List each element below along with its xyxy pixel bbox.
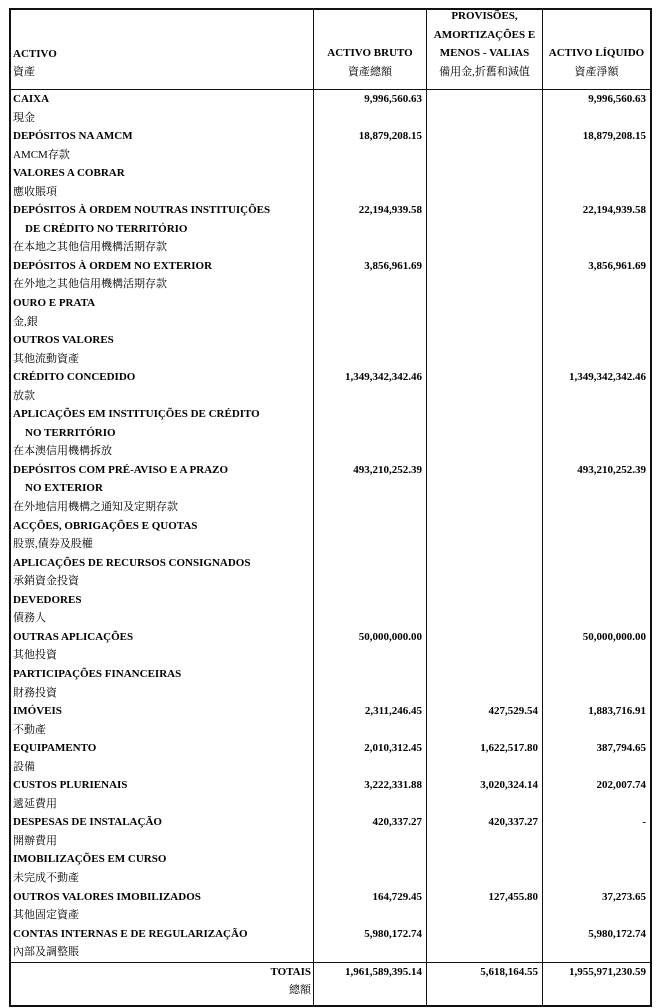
row-label-zh: 不動產	[13, 723, 46, 736]
header-activo-zh: 資產	[13, 66, 35, 78]
row-label-zh: 放款	[13, 389, 35, 402]
table-row	[11, 591, 650, 628]
cell-provisoes	[427, 925, 538, 944]
table-row	[11, 127, 650, 164]
cell-provisoes: 127,455.80	[488, 890, 538, 903]
table-row	[11, 257, 650, 294]
table-row	[11, 850, 650, 887]
cell-provisoes	[427, 257, 538, 276]
cell-activo-bruto: 9,996,560.63	[364, 93, 422, 105]
cell-activo-liquido: 387,794.65	[596, 742, 646, 755]
balance-sheet-table	[9, 8, 652, 1007]
cell-provisoes	[427, 127, 538, 146]
cell-activo-liquido	[543, 164, 646, 183]
cell-provisoes	[427, 591, 538, 610]
row-label-zh: 金,銀	[13, 315, 38, 328]
row-label-zh: 其他固定資產	[13, 909, 79, 922]
row-label: DEPÓSITOS À ORDEM NO EXTERIOR	[13, 259, 213, 272]
table-row	[11, 925, 650, 962]
cell-activo-liquido: 9,996,560.63	[588, 93, 646, 105]
header-provisoes-zh: 備用金,折舊和減值	[439, 66, 530, 78]
row-label: NO EXTERIOR	[25, 482, 103, 495]
totals-label: TOTAIS	[270, 965, 311, 978]
cell-activo-liquido	[543, 331, 646, 350]
cell-provisoes	[427, 665, 538, 684]
cell-activo-liquido	[543, 591, 646, 610]
header-bruto: ACTIVO BRUTO	[327, 47, 413, 60]
cell-activo-bruto	[314, 665, 422, 684]
cell-provisoes	[427, 164, 538, 183]
row-label: PARTICIPAÇÕES FINANCEIRAS	[13, 667, 182, 680]
row-label: OUTRAS APLICAÇÕES	[13, 630, 134, 643]
cell-activo-liquido: 1,883,716.91	[588, 705, 646, 718]
row-label-zh: 現金	[13, 111, 35, 124]
cell-activo-bruto: 18,879,208.15	[358, 130, 422, 143]
table-row	[11, 90, 650, 127]
cell-provisoes	[427, 201, 538, 220]
row-label-zh: 內部及調整賬	[13, 946, 79, 959]
cell-activo-bruto: 420,337.27	[372, 816, 422, 829]
cell-activo-liquido: 3,856,961.69	[588, 259, 646, 272]
row-label: VALORES A COBRAR	[13, 167, 125, 180]
cell-activo-bruto	[314, 331, 422, 350]
table-header	[11, 10, 650, 90]
cell-provisoes	[427, 461, 538, 480]
row-label-zh: 債務人	[13, 612, 46, 625]
cell-provisoes	[427, 850, 538, 869]
cell-activo-liquido: 37,273.65	[602, 890, 646, 903]
totals-bruto: 1,961,589,395.14	[345, 965, 422, 978]
table-body	[11, 90, 650, 962]
row-label: CRÉDITO CONCEDIDO	[13, 371, 136, 384]
table-row	[11, 554, 650, 591]
cell-provisoes	[427, 90, 538, 109]
row-label: NO TERRITÓRIO	[25, 426, 116, 439]
row-label-zh: 財務投資	[13, 686, 57, 699]
totals-provisoes: 5,618,164.55	[480, 965, 538, 978]
table-row	[11, 405, 650, 461]
cell-activo-liquido: 50,000,000.00	[582, 630, 646, 643]
cell-provisoes: 3,020,324.14	[480, 779, 538, 792]
cell-provisoes: 1,622,517.80	[480, 742, 538, 755]
table-row	[11, 888, 650, 925]
totals-liquido: 1,955,971,230.59	[569, 965, 646, 978]
row-label-zh: 在外地信用機構之通知及定期存款	[13, 501, 178, 514]
cell-activo-liquido: 5,980,172.74	[588, 927, 646, 940]
row-label-zh: 在本澳信用機構拆放	[13, 445, 112, 458]
cell-provisoes	[427, 405, 538, 424]
cell-provisoes	[427, 368, 538, 387]
row-label: CONTAS INTERNAS E DE REGULARIZAÇÃO	[13, 927, 248, 940]
header-liquido-zh: 資產淨額	[574, 66, 619, 78]
cell-activo-liquido: 202,007.74	[596, 779, 646, 792]
row-label: DEPÓSITOS NA AMCM	[13, 130, 133, 143]
cell-activo-liquido	[543, 517, 646, 536]
header-provisoes-2: AMORTIZAÇÕES E	[433, 28, 536, 41]
cell-activo-bruto: 5,980,172.74	[364, 927, 422, 940]
header-bruto-zh: 資產總額	[348, 66, 392, 78]
cell-activo-bruto: 2,311,246.45	[364, 705, 422, 718]
cell-activo-bruto	[314, 164, 422, 183]
row-label: IMOBILIZAÇÕES EM CURSO	[13, 853, 167, 866]
cell-provisoes	[427, 331, 538, 350]
cell-activo-liquido: 493,210,252.39	[577, 463, 646, 476]
row-label: OURO E PRATA	[13, 297, 96, 310]
row-label: DEVEDORES	[13, 593, 82, 606]
row-label-zh: 未完成不動產	[13, 871, 79, 884]
cell-activo-bruto	[314, 405, 422, 424]
row-label-zh: 其他流動資產	[13, 352, 79, 365]
header-activo: ACTIVO	[13, 48, 57, 60]
table-row	[11, 331, 650, 368]
row-label: CAIXA	[13, 93, 50, 105]
table-row	[11, 368, 650, 405]
table-row	[11, 739, 650, 776]
cell-activo-liquido	[543, 850, 646, 869]
row-label: DE CRÉDITO NO TERRITÓRIO	[25, 222, 188, 235]
cell-activo-bruto: 493,210,252.39	[353, 463, 422, 476]
row-label-zh: AMCM存款	[13, 148, 70, 161]
table-row	[11, 461, 650, 517]
table-row	[11, 201, 650, 257]
row-label: CUSTOS PLURIENAIS	[13, 779, 128, 792]
row-label: ACÇÕES, OBRIGAÇÕES E QUOTAS	[13, 519, 198, 532]
header-provisoes-1: PROVISÕES,	[451, 10, 518, 23]
row-label-zh: 其他投資	[13, 649, 57, 662]
cell-activo-bruto: 22,194,939.58	[358, 204, 422, 217]
cell-provisoes	[427, 628, 538, 647]
row-label: DEPÓSITOS À ORDEM NOUTRAS INSTITUIÇÕES	[13, 204, 271, 217]
row-label: DESPESAS DE INSTALAÇÃO	[13, 816, 162, 829]
row-label-zh: 應收賬項	[13, 185, 57, 198]
cell-provisoes	[427, 517, 538, 536]
table-row	[11, 813, 650, 850]
cell-activo-liquido: 22,194,939.58	[582, 204, 646, 217]
cell-activo-bruto	[314, 517, 422, 536]
cell-activo-liquido: 18,879,208.15	[582, 130, 646, 143]
cell-provisoes: 420,337.27	[488, 816, 538, 829]
row-label-zh: 在本地之其他信用機構活期存款	[13, 241, 167, 254]
cell-activo-bruto: 2,010,312.45	[364, 742, 422, 755]
cell-provisoes	[427, 294, 538, 313]
cell-activo-bruto	[314, 850, 422, 869]
table-row	[11, 776, 650, 813]
cell-activo-liquido	[543, 665, 646, 684]
row-label-zh: 在外地之其他信用機構活期存款	[13, 278, 167, 291]
cell-activo-liquido	[543, 405, 646, 424]
row-label-zh: 遞延費用	[13, 797, 57, 810]
cell-activo-bruto: 50,000,000.00	[358, 630, 422, 643]
cell-activo-bruto: 1,349,342,342.46	[345, 371, 422, 384]
header-provisoes-3: MENOS - VALIAS	[439, 47, 530, 60]
row-label: OUTROS VALORES	[13, 334, 114, 347]
table-row	[11, 517, 650, 554]
row-label: IMÓVEIS	[13, 705, 62, 718]
header-liquido: ACTIVO LÍQUIDO	[548, 47, 645, 60]
table-row	[11, 294, 650, 331]
row-label: OUTROS VALORES IMOBILIZADOS	[13, 890, 201, 903]
row-label-zh: 設備	[13, 760, 35, 773]
cell-activo-bruto: 3,222,331.88	[364, 779, 422, 792]
cell-provisoes: 427,529.54	[488, 705, 538, 718]
table-row	[11, 665, 650, 702]
cell-activo-bruto	[314, 591, 422, 610]
cell-activo-bruto	[314, 554, 422, 573]
table-row	[11, 702, 650, 739]
cell-activo-bruto	[314, 294, 422, 313]
cell-activo-bruto: 164,729.45	[372, 890, 422, 903]
table-row	[11, 164, 650, 201]
row-label-zh: 股票,債券及股權	[13, 538, 93, 551]
row-label-zh: 承銷資金投資	[13, 575, 79, 588]
cell-activo-liquido	[543, 294, 646, 313]
totals-row	[11, 962, 650, 1005]
cell-activo-liquido	[543, 554, 646, 573]
totals-label-zh: 總額	[289, 984, 311, 997]
table-row	[11, 628, 650, 665]
cell-activo-liquido: 1,349,342,342.46	[569, 371, 646, 384]
row-label: EQUIPAMENTO	[13, 742, 97, 755]
row-label: DEPÓSITOS COM PRÉ-AVISO E A PRAZO	[13, 463, 229, 476]
row-label-zh: 開辦費用	[13, 834, 57, 847]
row-label: APLICAÇÕES DE RECURSOS CONSIGNADOS	[13, 556, 251, 569]
cell-activo-bruto: 3,856,961.69	[364, 259, 422, 272]
cell-activo-liquido: -	[642, 816, 646, 829]
row-label: APLICAÇÕES EM INSTITUIÇÕES DE CRÉDITO	[13, 408, 260, 421]
cell-provisoes	[427, 554, 538, 573]
